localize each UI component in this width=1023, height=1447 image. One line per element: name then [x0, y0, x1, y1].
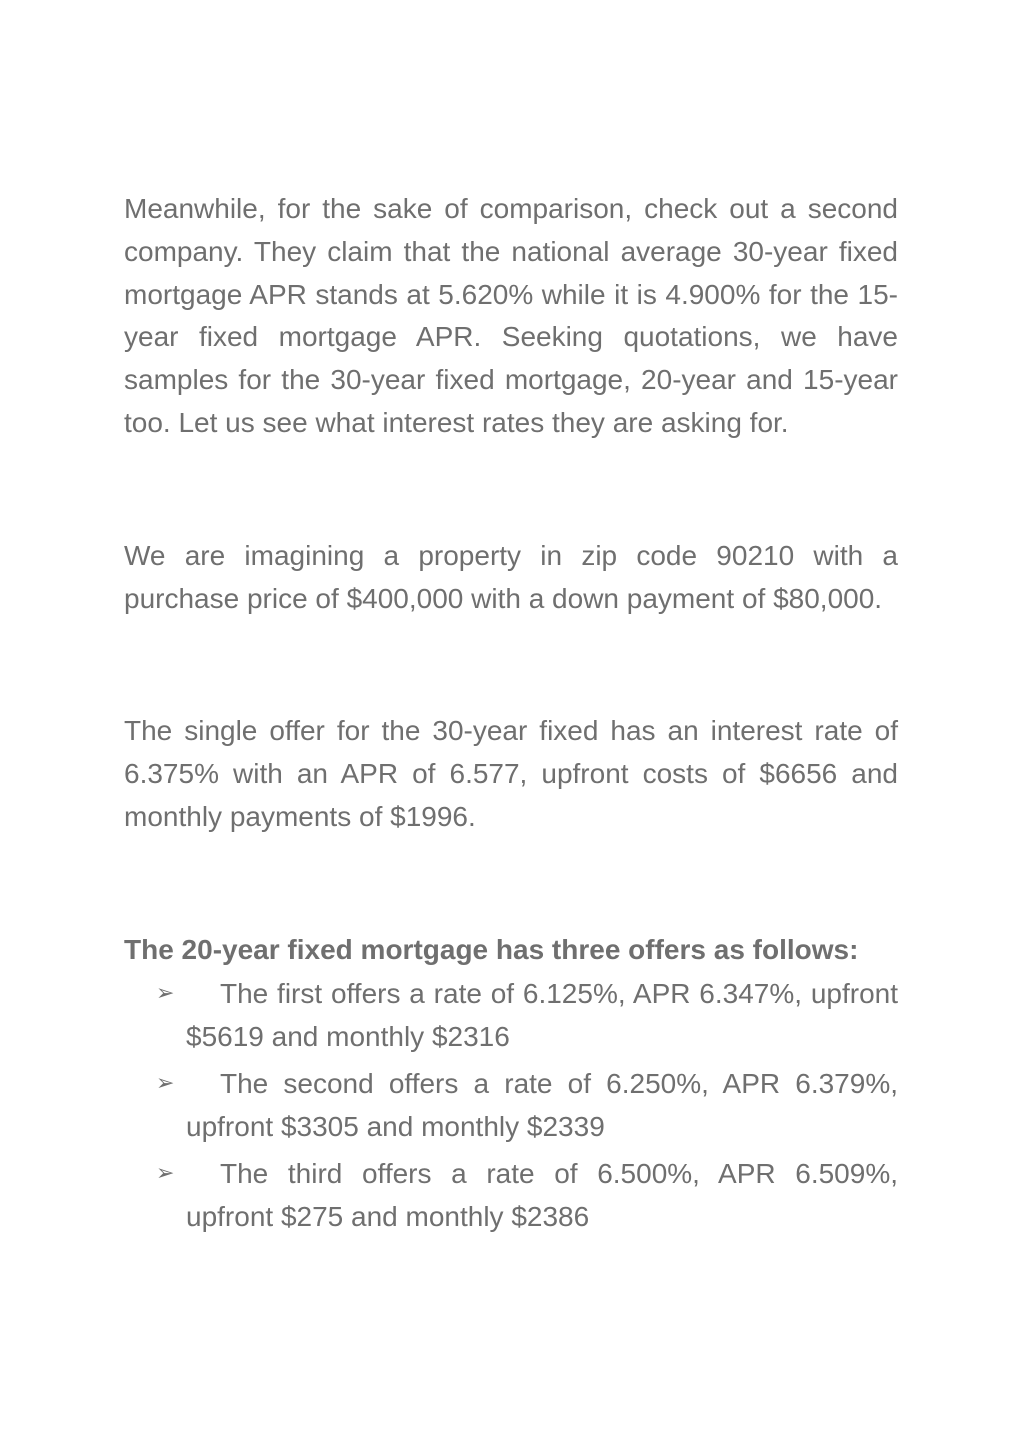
list-item: [124, 1062, 898, 1149]
list-item-text: The third offers a rate of 6.500%, APR 6.509%, upfront $275 and monthly $2386: [186, 1157, 898, 1233]
paragraph-comparison: Meanwhile, for the sake of comparison, check out a second company. They claim that the national average 30-year fixed mortgage APR stands at 5.620% while it is 4.900% for the 15-year fixed mortgage APR. Seeking quotations, we have samples for the 30-year fixed mortgage, 20-year and 15-year too. Let us see what interest rates they are asking for.: [124, 193, 898, 438]
list-item-text: The second offers a rate of 6.250%, APR 6.379%, upfront $3305 and monthly $2339: [186, 1067, 898, 1143]
arrow-bullet-icon: ➢: [156, 1160, 175, 1186]
arrow-bullet-icon: ➢: [156, 1070, 175, 1096]
paragraph-spacer: [124, 839, 898, 929]
paragraph-spacer: [124, 445, 898, 535]
list-item: [124, 972, 898, 1059]
arrow-bullet-icon: ➢: [156, 980, 175, 1006]
offer-list: [124, 972, 898, 1239]
list-item-text: The first offers a rate of 6.125%, APR 6.347%, upfront $5619 and monthly $2316: [186, 977, 898, 1053]
paragraph-30-year-offer: The single offer for the 30-year fixed has an interest rate of 6.375% with an APR of 6.577, upfront costs of $6656 and monthly payments of $1996.: [124, 715, 898, 832]
paragraph-spacer: [124, 620, 898, 710]
document-page: [124, 188, 898, 1242]
list-item: [124, 1152, 898, 1239]
paragraph-property: We are imagining a property in zip code 90210 with a purchase price of $400,000 with a down payment of $80,000.: [124, 539, 898, 614]
section-heading-20-year: The 20-year fixed mortgage has three offers as follows:: [124, 933, 859, 965]
